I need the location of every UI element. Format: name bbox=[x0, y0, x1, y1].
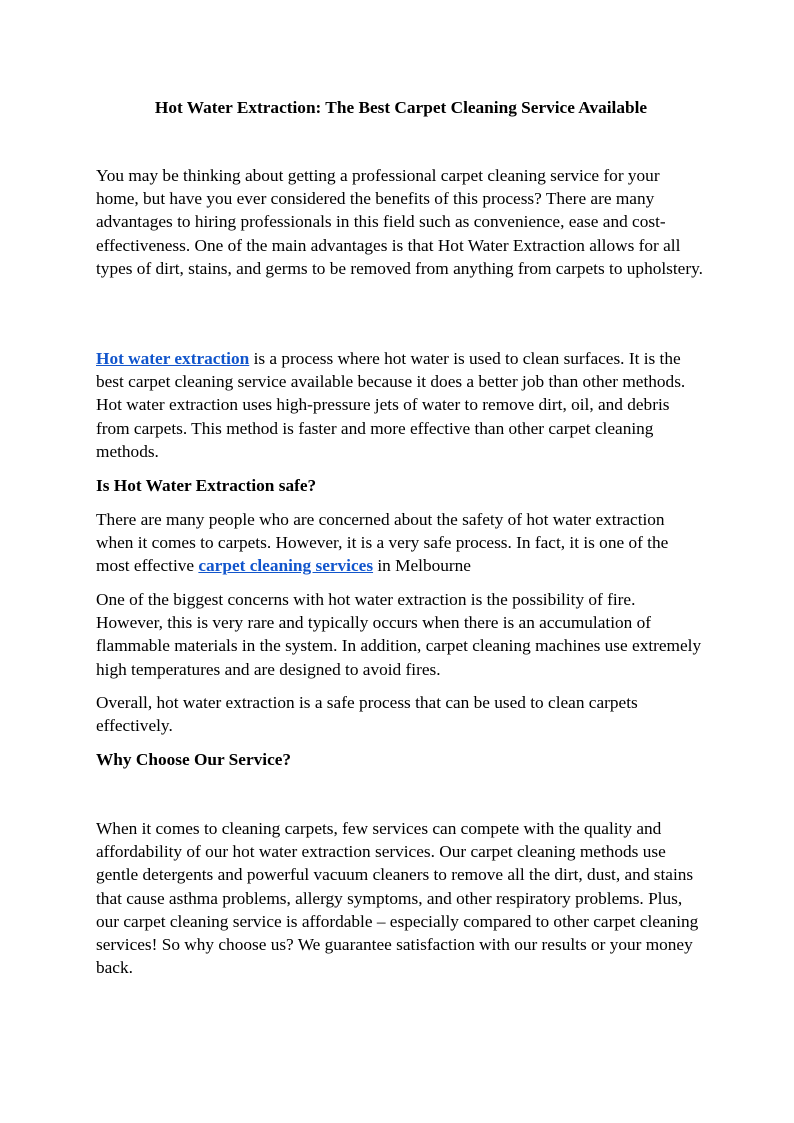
intro-paragraph: You may be thinking about getting a professional carpet cleaning service for your home, but have you ever considered the benefits of this process? There are many advantages to hiring professionals in this field such as convenience, ease and cost-effectiveness. One of the main advantages is that Hot Water Extraction allows for all types of dirt, stains, and germs to be removed from anything from carpets to upholstery. bbox=[96, 166, 703, 278]
why-choose-paragraph: When it comes to cleaning carpets, few services can compete with the quality and affordability of our hot water extraction services. Our carpet cleaning methods use gentle detergents and powerful vacuum cleaners to remove all the dirt, dust, and stains that cause asthma problems, allergy symptoms, and other respiratory problems. Plus, our carpet cleaning service is affordable – especially compared to other carpet cleaning services! So why choose us? We guarantee satisfaction with our results or your money back. bbox=[96, 819, 699, 978]
safety-text-before: There are many people who are concerned about the safety of hot water extraction when it comes to carpets. However, it is a very safe process. In fact, it is one of the most effective bbox=[96, 510, 669, 576]
document-title: Hot Water Extraction: The Best Carpet Cleaning Service Available bbox=[154, 98, 648, 117]
overall-paragraph: Overall, hot water extraction is a safe process that can be used to clean carpets effectively. bbox=[96, 693, 638, 736]
fire-concern-paragraph: One of the biggest concerns with hot water extraction is the possibility of fire. However, this is very rare and typically occurs when there is an accumulation of flammable materials in the system. In addition, carpet cleaning machines use extremely high temperatures and are designed to avoid fires. bbox=[96, 590, 702, 679]
process-text: is a process where hot water is used to clean surfaces. It is the best carpet cleaning service available because it does a better job than other methods. Hot water extraction uses high-pressure jets of water to remove dirt, oil, and debris from carpets. This method is faster and more effective than other carpet cleaning methods. bbox=[96, 349, 686, 461]
safety-heading: Is Hot Water Extraction safe? bbox=[96, 476, 317, 495]
safety-paragraph bbox=[96, 508, 706, 578]
hot-water-extraction-link[interactable]: Hot water extraction bbox=[96, 349, 250, 368]
process-paragraph bbox=[96, 347, 706, 463]
safety-text-after: in Melbourne bbox=[373, 556, 471, 576]
why-choose-heading: Why Choose Our Service? bbox=[96, 750, 292, 769]
carpet-cleaning-services-link[interactable]: carpet cleaning services bbox=[198, 556, 374, 576]
